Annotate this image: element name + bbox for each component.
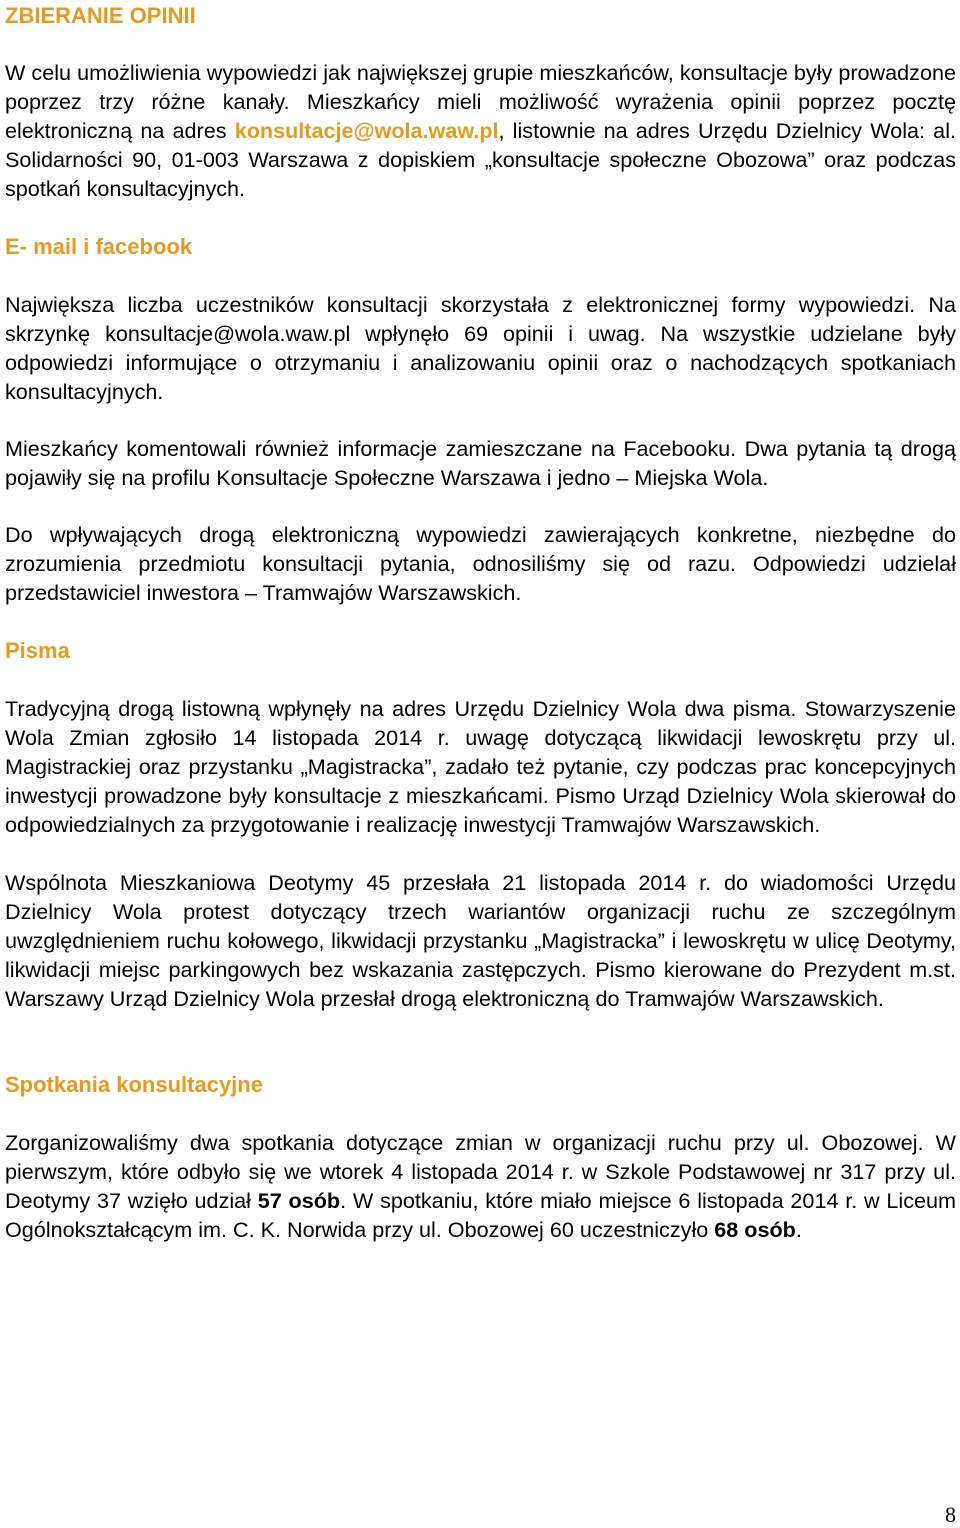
- participants-count-2: 68 osób: [714, 1217, 796, 1242]
- intro-paragraph: [5, 58, 956, 203]
- intro-text-1: W celu umożliwienia wypowiedzi jak największej grupie mieszkańców, konsultacje były prowadzone poprzez trzy różne kanały. Mieszkańcy mieli możliwość wyrażenia opinii poprzez pocztę elektroniczną na adres: [5, 60, 956, 143]
- section-heading-meetings: Spotkania konsultacyjne: [5, 1072, 263, 1097]
- meetings-text-3: .: [795, 1217, 802, 1242]
- section-heading-letters: Pisma: [5, 638, 70, 663]
- meetings-text-2: . W spotkaniu, które miało miejsce 6 listopada 2014 r. w Liceum Ogólnokształcącym im. C. K. Norwida przy ul. Obozowej 60 uczestniczyło: [5, 1188, 956, 1242]
- email-paragraph-3: Do wpływających drogą elektroniczną wypowiedzi zawierających konkretne, niezbędne do zrozumienia przedmiotu konsultacji pytania, odnosiliśmy się od razu. Odpowiedzi udzielał przedstawiciel inwestora – Tramwajów Warszawskich.: [5, 522, 956, 605]
- page-number: 8: [945, 1502, 956, 1527]
- meetings-text-1: Zorganizowaliśmy dwa spotkania dotyczące zmian w organizacji ruchu przy ul. Obozowej. W pierwszym, które odbyło się we wtorek 4 listopada 2014 r. w Szkole Podstawowej nr 317 przy ul. Deotymy 37 wzięło udział: [5, 1130, 956, 1213]
- email-link[interactable]: konsultacje@wola.waw.pl: [234, 118, 499, 143]
- intro-text-2: , listownie na adres Urzędu Dzielnicy Wola: al. Solidarności 90, 01-003 Warszawa z dopiskiem „konsultacje społeczne Obozowa” oraz podczas spotkań konsultacyjnych.: [5, 118, 956, 201]
- participants-count-1: 57 osób: [257, 1188, 341, 1213]
- section-heading-email: E- mail i facebook: [5, 234, 193, 259]
- meetings-paragraph: [5, 1128, 956, 1244]
- letters-paragraph-1: Tradycyjną drogą listowną wpłynęły na adres Urzędu Dzielnicy Wola dwa pisma. Stowarzyszenie Wola Zmian zgłosiło 14 listopada 2014 r. uwagę dotyczącą likwidacji lewoskrętu przy ul. Magistrackiej oraz przystanku „Magistracka”, zadało też pytanie, czy podczas prac koncepcyjnych inwestycji prowadzone były konsultacje z mieszkańcami. Pismo Urząd Dzielnicy Wola skierował do odpowiedzialnych za przygotowanie i realizację inwestycji Tramwajów Warszawskich.: [5, 696, 956, 837]
- email-paragraph-2: Mieszkańcy komentowali również informacje zamieszczane na Facebooku. Dwa pytania tą drogą pojawiły się na profilu Konsultacje Społeczne Warszawa i jedno – Miejska Wola.: [5, 436, 956, 490]
- document-page: [5, 0, 956, 1244]
- section-title-main: ZBIERANIE OPINII: [5, 3, 196, 28]
- letters-paragraph-2: Wspólnota Mieszkaniowa Deotymy 45 przesłała 21 listopada 2014 r. do wiadomości Urzędu Dzielnicy Wola protest dotyczący trzech wariantów organizacji ruchu ze szczególnym uwzględnieniem ruchu kołowego, likwidacji przystanku „Magistracka” i lewoskrętu w ulicę Deotymy, likwidacji miejsc parkingowych bez wskazania zastępczych. Pismo kierowane do Prezydent m.st. Warszawy Urząd Dzielnicy Wola przesłał drogą elektroniczną do Tramwajów Warszawskich.: [5, 870, 956, 1011]
- email-paragraph-1: Największa liczba uczestników konsultacji skorzystała z elektronicznej formy wypowiedzi. Na skrzynkę konsultacje@wola.waw.pl wpłynęło 69 opinii i uwag. Na wszystkie udzielane były odpowiedzi informujące o otrzymaniu i analizowaniu opinii oraz o nachodzących spotkaniach konsultacyjnych.: [5, 292, 956, 404]
